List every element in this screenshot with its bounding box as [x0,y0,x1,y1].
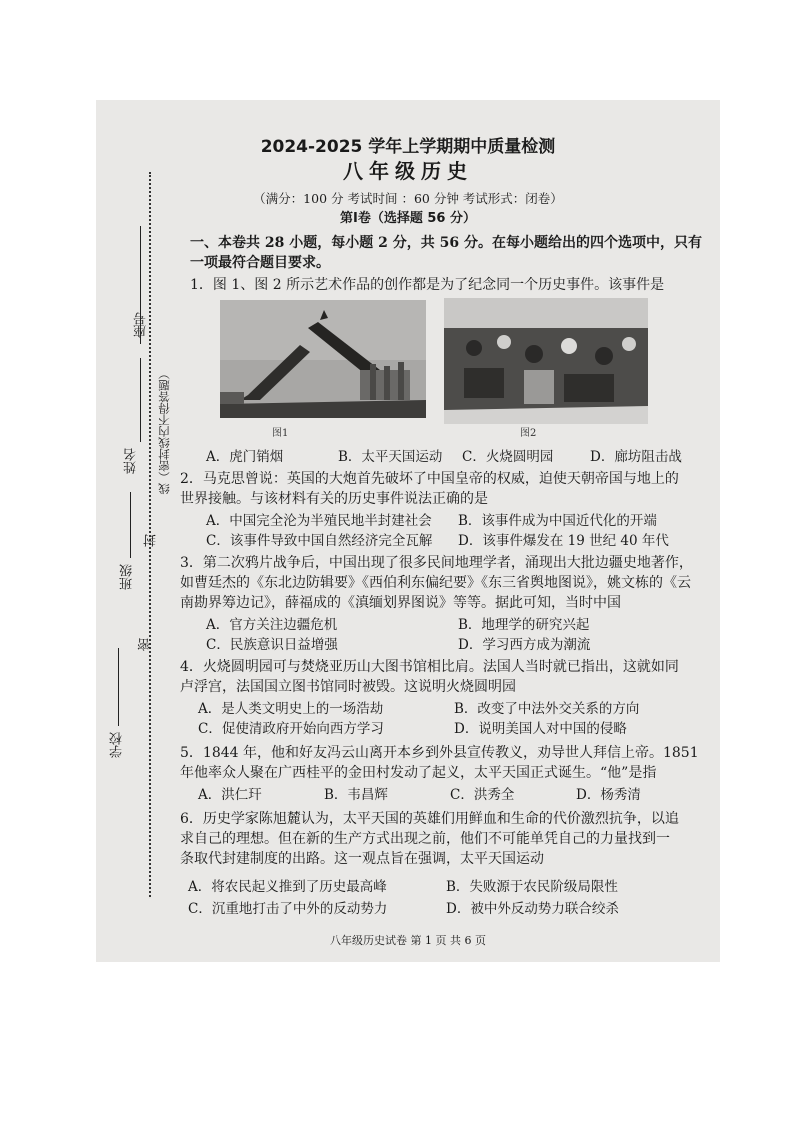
q4-option-b: B．改变了中法外交关系的方向 [454,701,640,717]
section-title: 第Ⅰ卷（选择题 56 分） [340,211,476,226]
q4-option-d: D．说明美国人对中国的侵略 [454,721,627,737]
q2-stem-line-2: 世界接触。与该材料有关的历史事件说法正确的是 [180,491,488,507]
q1-option-d: D．廊坊阻击战 [590,449,682,465]
q4-stem-line-2: 卢浮宫，法国国立图书馆同时被毁。这说明火烧圆明园 [180,679,516,695]
seat-label: 座号 [134,312,149,338]
exam-meta: （满分：100 分 考试时间 ：60 分钟 考试形式：闭卷） [253,191,563,206]
exam-title: 2024-2025 学年上学期期中质量检测 [260,137,556,157]
q6-option-b: B．失败源于农民阶级局限性 [446,879,618,895]
q3-stem-line-2: 如曹廷杰的《东北边防辑要》《西伯利东偏纪要》《东三省舆地图说》，姚文栋的《云 [180,575,691,591]
seal-char: 封 [144,534,159,547]
q2-stem-line-1: 2．马克思曾说：英国的大炮首先破坏了中国皇帝的权威，迫使天朝帝国与地上的 [180,471,679,487]
q6-stem-line-3: 条取代封建制度的出路。这一观点旨在强调，太平天国运动 [180,851,544,867]
q5-stem-line-1: 5．1844 年，他和好友冯云山离开本乡到外县宣传教义，劝导世人拜信上帝。1851 [180,745,699,761]
q6-option-a: A．将农民起义推到了历史最高峰 [188,879,387,895]
q3-option-d: D．学习西方成为潮流 [458,637,591,653]
binding-margin [96,100,186,962]
page-footer: 八年级历史试卷 第 1 页 共 6 页 [330,934,486,947]
instruction-line-2: 一项最符合题目要求。 [190,255,330,271]
name-underline [140,358,141,442]
q2-option-b: B．该事件成为中国近代化的开端 [458,513,657,529]
q6-stem-line-2: 求自己的理想。但在新的生产方式出现之前，他们不可能单凭自己的力量找到一 [180,831,670,847]
q3-option-a: A．官方关注边疆危机 [206,617,338,633]
q1-option-b: B．太平天国运动 [338,449,443,465]
seal-note: 线（密封线内不得答题） [157,368,171,495]
q2-option-c: C．该事件导致中国自然经济完全瓦解 [206,533,433,549]
class-label: 班级 [120,564,135,590]
subject-title: 八年级历史 [343,159,473,183]
q3-option-c: C．民族意识日益增强 [206,637,338,653]
q5-option-d: D．杨秀清 [576,787,641,803]
q3-option-b: B．地理学的研究兴起 [458,617,590,633]
exam-paper [96,100,720,962]
q6-option-d: D．被中外反动势力联合绞杀 [446,901,619,917]
figure-1-caption: 图1 [272,428,289,439]
q5-option-b: B．韦昌辉 [324,787,388,803]
q6-option-c: C．沉重地打击了中外的反动势力 [188,901,388,917]
name-label: 姓名 [124,448,139,474]
q4-option-c: C．促使清政府开始向西方学习 [198,721,384,737]
q1-option-a: A．虎门销烟 [206,449,284,465]
q5-option-a: A．洪仁玕 [198,787,262,803]
q3-stem-line-1: 3．第二次鸦片战争后，中国出现了很多民间地理学者，涌现出大批边疆史地著作， [180,555,693,571]
figure-2-caption: 图2 [520,428,537,439]
q4-stem-line-1: 4．火烧圆明园可与焚烧亚历山大图书馆相比肩。法国人当时就已指出，这就如同 [180,659,679,675]
figure-1-monument-photo [220,300,426,418]
q4-option-a: A．是人类文明史上的一场浩劫 [198,701,384,717]
q5-option-c: C．洪秀全 [450,787,515,803]
q3-stem-line-3: 南勘界筹边记》，薛福成的《滇缅划界图说》等等。据此可知，当时中国 [180,595,621,611]
school-label: 学校 [110,732,125,758]
q6-stem-line-1: 6．历史学家陈旭麓认为，太平天国的英雄们用鲜血和生命的代价激烈抗争，以追 [180,811,679,827]
figure-2-sculpture-photo [444,298,648,424]
q5-stem-line-2: 年他率众人聚在广西桂平的金田村发动了起义，太平天国正式诞生。“他”是指 [180,765,657,781]
secret-char: 密 [138,638,153,651]
instruction-line-1: 一、本卷共 28 小题，每小题 2 分，共 56 分。在每小题给出的四个选项中，只有 [190,235,702,251]
school-underline [118,648,119,726]
q1-stem: 1．图 1、图 2 所示艺术作品的创作都是为了纪念同一个历史事件。该事件是 [190,277,665,293]
class-underline [130,492,131,558]
q2-option-d: D．该事件爆发在 19 世纪 40 年代 [458,533,669,549]
q1-option-c: C．火烧圆明园 [462,449,554,465]
q2-option-a: A．中国完全沦为半殖民地半封建社会 [206,513,432,529]
